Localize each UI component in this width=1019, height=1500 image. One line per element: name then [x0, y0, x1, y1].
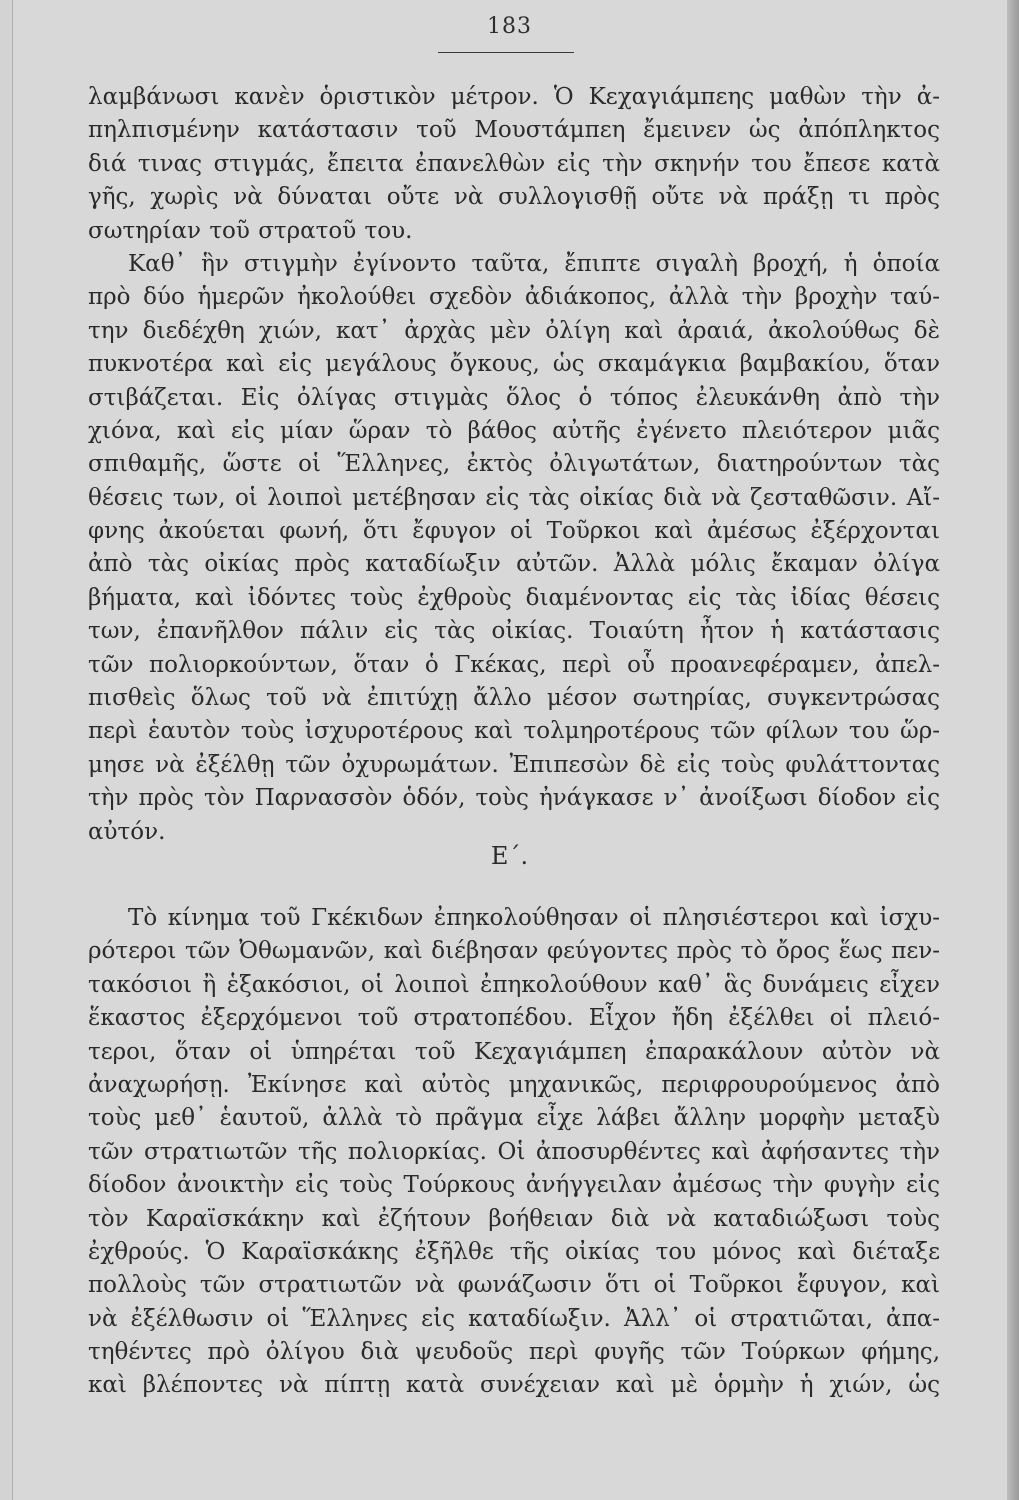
text-line: τὴν πρὸς τὸν Παρνασσὸν ὁδόν, τοὺς ἠνάγκασε ν᾽ ἀνοίξωσι δίοδον εἰς [88, 785, 940, 812]
text-line: ἕκαστος ἐξερχόμενοι τοῦ στρατοπέδου. Εἶχον ἤδη ἐξέλθει οἱ πλειό- [88, 1005, 940, 1032]
text-line: τὸν Καραϊσκάκην καὶ ἐζήτουν βοήθειαν διὰ νὰ καταδιώξωσι τοὺς [88, 1205, 940, 1232]
text-line: λαμβάνωσι κανὲν ὁριστικὸν μέτρον. Ὁ Κεχαγιάμπεης μαθὼν τὴν ἀ- [88, 84, 940, 110]
text-line: πολλοὺς τῶν στρατιωτῶν νὰ φωνάζωσιν ὅτι οἱ Τοῦρκοι ἔφυγον, καὶ [88, 1272, 940, 1299]
text-line: τῶν πολιορκούντων, ὅταν ὁ Γκέκας, περὶ οὗ προανεφέραμεν, ἀπελ- [88, 651, 940, 678]
page-edge-shadow [1007, 0, 1019, 1500]
text-line: γῆς, χωρὶς νὰ δύναται οὔτε νὰ συλλογισθῇ οὔτε νὰ πράξῃ τι πρὸς [88, 184, 940, 211]
text-line: θέσεις των, οἱ λοιποὶ μετέβησαν εἰς τὰς οἰκίας διὰ νὰ ζεσταθῶσιν. Αἴ- [88, 484, 940, 511]
text-line: στιβάζεται. Εἰς ὀλίγας στιγμὰς ὅλος ὁ τόπος ἐλευκάνθη ἀπὸ τὴν [88, 384, 940, 411]
page-number-rule [438, 52, 574, 53]
text-line: περὶ ἑαυτὸν τοὺς ἰσχυροτέρους καὶ τολμηροτέρους τῶν φίλων του ὥρ- [88, 718, 940, 745]
text-line: πισθεὶς ὅλως τοῦ νὰ ἐπιτύχῃ ἄλλο μέσον σωτηρίας, συγκεντρώσας [88, 685, 940, 712]
text-line: τακόσιοι ἢ ἑξακόσιοι, οἱ λοιποὶ ἐπηκολούθουν καθ᾽ ἃς δυνάμεις εἶχεν [88, 971, 940, 998]
text-line: ἀπὸ τὰς οἰκίας πρὸς καταδίωξιν αὐτῶν. Ἀλλὰ μόλις ἔκαμαν ὀλίγα [88, 551, 940, 578]
section-heading: Ε΄. [490, 842, 529, 870]
text-block-before-heading [88, 81, 940, 849]
text-line: δίοδον ἀνοικτὴν εἰς τοὺς Τούρκους ἀνήγγειλαν ἀμέσως τὴν φυγὴν εἰς [88, 1172, 940, 1199]
text-line: τηθέντες πρὸ ὀλίγου διὰ ψευδοῦς περὶ φυγῆς τῶν Τούρκων φήμης, [88, 1339, 940, 1366]
text-line: σπιθαμῆς, ὥστε οἱ Ἕλληνες, ἐκτὸς ὀλιγωτάτων, διατηρούντων τὰς [88, 451, 940, 478]
text-line: ἀναχωρήσῃ. Ἐκίνησε καὶ αὐτὸς μηχανικῶς, περιφρουρούμενος ἀπὸ [88, 1071, 940, 1098]
text-line: τῶν στρατιωτῶν τῆς πολιορκίας. Οἱ ἀποσυρθέντες καὶ ἀφήσαντες τὴν [88, 1138, 940, 1165]
text-line: ἐχθρούς. Ὁ Καραϊσκάκης ἐξῆλθε τῆς οἰκίας του μόνος καὶ διέταξε [88, 1238, 940, 1265]
text-block-after-heading [88, 902, 940, 1403]
text-line: χιόνα, καὶ εἰς μίαν ὥραν τὸ βάθος αὐτῆς ἐγένετο πλειότερον μιᾶς [88, 417, 940, 444]
text-line: πρὸ δύο ἡμερῶν ἠκολούθει σχεδὸν ἀδιάκοπος, ἀλλὰ τὴν βροχὴν ταύ- [88, 284, 940, 311]
text-line: ρότεροι τῶν Ὀθωμανῶν, καὶ διέβησαν φεύγοντες πρὸς τὸ ὄρος ἕως πεν- [88, 938, 940, 965]
text-line: αὐτόν. [88, 818, 166, 845]
text-line: διά τινας στιγμάς, ἔπειτα ἐπανελθὼν εἰς τὴν σκηνήν του ἔπεσε κατὰ [88, 150, 940, 177]
text-line: πυκνοτέρα καὶ εἰς μεγάλους ὄγκους, ὡς σκαμάγκια βαμβακίου, ὅταν [88, 351, 940, 378]
text-line: μησε νὰ ἐξέλθῃ τῶν ὀχυρωμάτων. Ἐπιπεσὼν δὲ εἰς τοὺς φυλάττοντας [88, 751, 940, 778]
text-line: σωτηρίαν τοῦ στρατοῦ του. [88, 217, 413, 244]
text-line: πηλπισμένην κατάστασιν τοῦ Μουστάμπεη ἔμεινεν ὡς ἀπόπληκτος [88, 117, 940, 144]
text-line: βήματα, καὶ ἰδόντες τοὺς ἐχθροὺς διαμένοντας εἰς τὰς ἰδίας θέσεις [88, 584, 940, 611]
text-line: των, ἐπανῆλθον πάλιν εἰς τὰς οἰκίας. Τοιαύτη ἦτον ἡ κατάστασις [88, 618, 940, 645]
text-line: τοὺς μεθ᾽ ἑαυτοῦ, ἀλλὰ τὸ πρᾶγμα εἶχε λάβει ἄλλην μορφὴν μεταξὺ [88, 1105, 940, 1132]
text-line: φνης ἀκούεται φωνή, ὅτι ἔφυγον οἱ Τοῦρκοι καὶ ἀμέσως ἐξέρχονται [88, 518, 940, 545]
page-number: 183 [487, 14, 532, 39]
text-line: Τὸ κίνημα τοῦ Γκέκιδων ἐπηκολούθησαν οἱ πλησιέστεροι καὶ ἰσχυ- [128, 905, 940, 931]
text-line: Καθ᾽ ἣν στιγμὴν ἐγίνοντο ταῦτα, ἔπιπτε σιγαλὴ βροχή, ἡ ὁποία [128, 250, 940, 277]
text-line: καὶ βλέποντες νὰ πίπτῃ κατὰ συνέχειαν καὶ μὲ ὁρμὴν ἡ χιών, ὡς [88, 1372, 940, 1399]
text-line: νὰ ἐξέλθωσιν οἱ Ἕλληνες εἰς καταδίωξιν. Ἀλλ᾽ οἱ στρατιῶται, ἀπα- [88, 1305, 940, 1332]
text-line: τεροι, ὅταν οἱ ὑπηρέται τοῦ Κεχαγιάμπεη ἐπαρακάλουν αὐτὸν νὰ [88, 1038, 940, 1065]
text-line: την διεδέχθη χιών, κατ᾽ ἀρχὰς μὲν ὀλίγη καὶ ἀραιά, ἀκολούθως δὲ [88, 317, 940, 344]
